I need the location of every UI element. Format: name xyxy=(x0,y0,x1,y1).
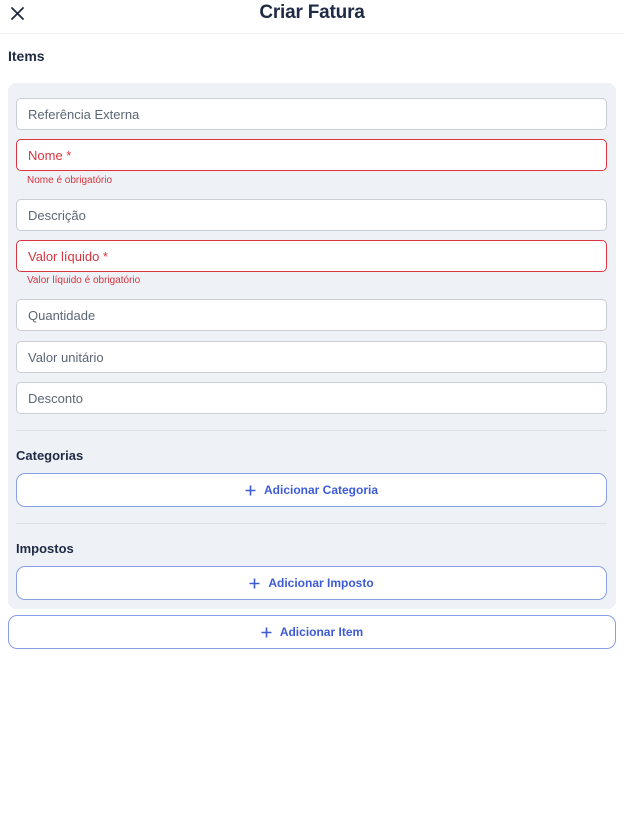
unit-value-input[interactable] xyxy=(16,341,607,373)
item-form-panel xyxy=(8,83,616,609)
items-section-title: Items xyxy=(8,48,45,64)
add-tax-button[interactable] xyxy=(16,566,607,600)
external-reference-input[interactable] xyxy=(16,98,607,130)
plus-icon xyxy=(245,485,256,496)
add-category-label: Adicionar Categoria xyxy=(263,483,379,497)
quantity-input[interactable] xyxy=(16,299,607,331)
add-item-label: Adicionar Item xyxy=(279,625,364,639)
name-error-message: Nome é obrigatório xyxy=(27,175,113,186)
add-tax-label: Adicionar Imposto xyxy=(268,576,374,590)
taxes-title: Impostos xyxy=(16,541,74,556)
add-item-button[interactable] xyxy=(8,615,616,649)
discount-input[interactable] xyxy=(16,382,607,414)
net-value-error-message: Valor líquido é obrigatório xyxy=(27,275,141,286)
description-input[interactable] xyxy=(16,199,607,231)
divider xyxy=(16,523,607,524)
name-input[interactable] xyxy=(16,139,607,171)
net-value-input[interactable] xyxy=(16,240,607,272)
plus-icon xyxy=(249,578,260,589)
page-title: Criar Fatura xyxy=(259,2,365,23)
plus-icon xyxy=(261,627,272,638)
header-bar xyxy=(0,0,624,34)
add-category-button[interactable] xyxy=(16,473,607,507)
categories-title: Categorias xyxy=(16,448,84,463)
divider xyxy=(16,430,607,431)
